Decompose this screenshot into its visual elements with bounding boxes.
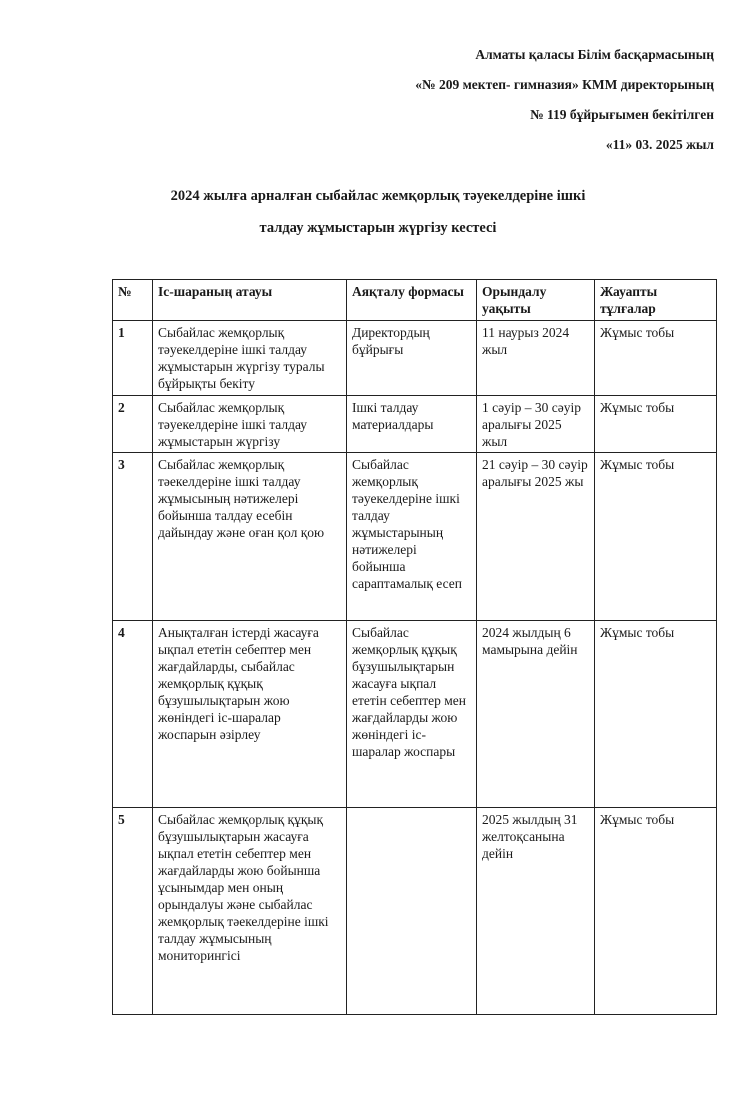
responsible-cell: Жұмыс тобы: [595, 453, 717, 621]
table-row: [113, 321, 717, 396]
deadline-cell: 1 сәуір – 30 сәуір аралығы 2025 жыл: [477, 396, 595, 453]
deadline-cell: 11 наурыз 2024 жыл: [477, 321, 595, 396]
header-cell-responsible: Жауапты тұлғалар: [595, 280, 717, 321]
header-line-1: Алматы қаласы Білім басқармасының: [475, 47, 714, 62]
schedule-table: [112, 279, 717, 1015]
row-number: 1: [113, 321, 153, 396]
document-title-line-2: талдау жұмыстарын жүргізу кестесі: [259, 220, 497, 236]
table-row: [113, 396, 717, 453]
completion-form-cell: Ішкі талдау материалдары: [347, 396, 477, 453]
activity-cell: Сыбайлас жемқорлық тәекелдеріне ішкі талдау жұмысының нәтижелері бойынша талдау есебін дайындау және оған қол қою: [153, 453, 347, 621]
activity-cell: Сыбайлас жемқорлық құқық бұзушылықтарын жасауға ықпал ететін себептер мен жағдайларды жою бойынша ұсынымдар мен оның орындалуы және сыбайлас жемқорлық тәекелдеріне ішкі талдау жұмысының мониторингісі: [153, 808, 347, 1015]
deadline-cell: 2024 жылдың 6 мамырына дейін: [477, 621, 595, 808]
header-line-3: № 119 бұйрығымен бекітілген: [530, 107, 714, 122]
approval-header: [415, 40, 714, 160]
activity-cell: Сыбайлас жемқорлық тәуекелдеріне ішкі талдау жұмыстарын жүргізу: [153, 396, 347, 453]
deadline-cell: 21 сәуір – 30 сәуір аралығы 2025 жы: [477, 453, 595, 621]
header-cell-number: №: [113, 280, 153, 321]
activity-cell: Сыбайлас жемқорлық тәуекелдеріне ішкі талдау жұмыстарын жүргізу туралы бұйрықты бекіту: [153, 321, 347, 396]
responsible-cell: Жұмыс тобы: [595, 621, 717, 808]
row-number: 2: [113, 396, 153, 453]
responsible-cell: Жұмыс тобы: [595, 321, 717, 396]
activity-cell: Анықталған істерді жасауға ықпал ететін себептер мен жағдайларды, сыбайлас жемқорлық құқық бұзушылықтарын жою жөніндегі іс-шаралар жоспарын әзірлеу: [153, 621, 347, 808]
header-cell-activity: Іс-шараның атауы: [153, 280, 347, 321]
deadline-cell: 2025 жылдың 31 желтоқсанына дейін: [477, 808, 595, 1015]
document-title-line-1: 2024 жылға арналған сыбайлас жемқорлық тәуекелдеріне ішкі: [170, 188, 586, 204]
completion-form-cell: Сыбайлас жемқорлық тәуекелдеріне ішкі талдау жұмыстарының нәтижелері бойынша сараптамалық есеп: [347, 453, 477, 621]
completion-form-cell: Директордың бұйрығы: [347, 321, 477, 396]
table-header-row: [113, 280, 717, 321]
table-row: [113, 808, 717, 1015]
header-line-2: «№ 209 мектеп- гимназия» КММ директорының: [415, 77, 714, 92]
row-number: 4: [113, 621, 153, 808]
responsible-cell: Жұмыс тобы: [595, 808, 717, 1015]
row-number: 3: [113, 453, 153, 621]
header-line-4: «11» 03. 2025 жыл: [605, 137, 714, 152]
table-row: [113, 453, 717, 621]
completion-form-cell: Сыбайлас жемқорлық құқық бұзушылықтарын жасауға ықпал ететін себептер мен жағдайларды жою жөніндегі іс-шаралар жоспары: [347, 621, 477, 808]
row-number: 5: [113, 808, 153, 1015]
responsible-cell: Жұмыс тобы: [595, 396, 717, 453]
table-row: [113, 621, 717, 808]
header-cell-completion-form: Аяқталу формасы: [347, 280, 477, 321]
completion-form-cell: [347, 808, 477, 1015]
header-cell-deadline: Орындалу уақыты: [477, 280, 595, 321]
